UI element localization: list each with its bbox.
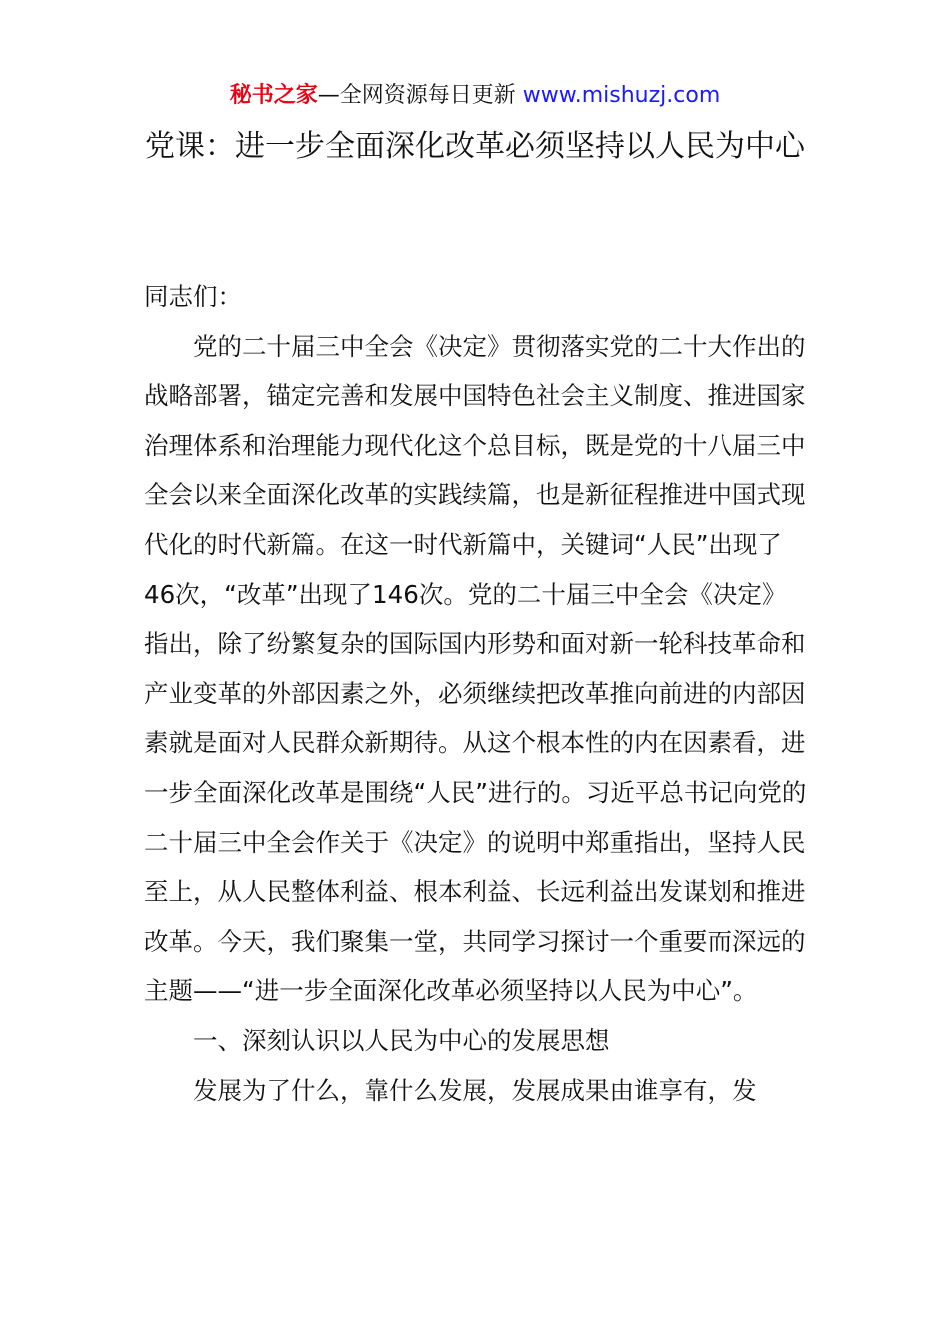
document-title: 党课：进一步全面深化改革必须坚持以人民为中心 [145,129,805,164]
site-header [0,80,950,112]
site-brand: 秘书之家 [229,83,318,108]
document-body [144,272,808,1115]
site-url-link[interactable]: www.mishuzj.com [522,83,721,108]
paragraph-intro: 党的二十届三中全会《决定》贯彻落实党的二十大作出的战略部署，锚定完善和发展中国特色社会主义制度、推进国家治理体系和治理能力现代化这个总目标，既是党的十八届三中全会以来全面深化改革的实践续篇，也是新征程推进中国式现代化的时代新篇。在这一时代新篇中，关键词“人民”出现了46次，“改革”出现了146次。党的二十届三中全会《决定》指出，除了纷繁复杂的国际国内形势和面对新一轮科技革命和产业变革的外部因素之外，必须继续把改革推向前进的内部因素就是面对人民群众新期待。从这个根本性的内在因素看，进一步全面深化改革是围绕“人民”进行的。习近平总书记向党的二十届三中全会作关于《决定》的说明中郑重指出，坚持人民至上，从人民整体利益、根本利益、长远利益出发谋划和推进改革。今天，我们聚集一堂，共同学习探讨一个重要而深远的主题——“进一步全面深化改革必须坚持以人民为中心”。 [144,331,807,1006]
salutation: 同志们： [144,282,242,311]
paragraph-section-1: 发展为了什么，靠什么发展，发展成果由谁享有，发 [193,1075,757,1105]
site-tagline: —全网资源每日更新 [317,83,523,108]
section-heading-1: 一、深刻认识以人民为中心的发展思想 [193,1025,610,1055]
